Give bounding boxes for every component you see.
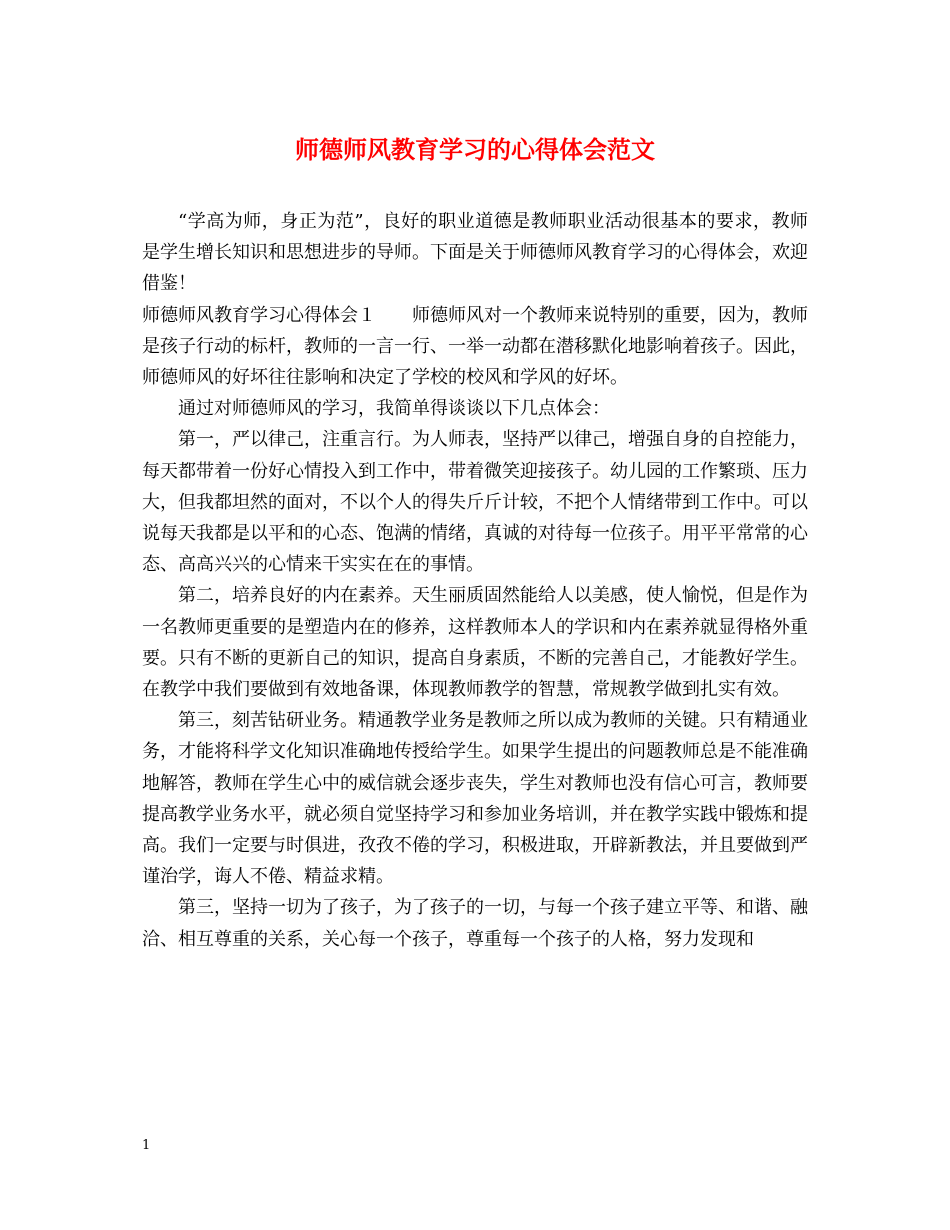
paragraph-point-4: 第三，坚持一切为了孩子，为了孩子的一切，与每一个孩子建立平等、和谐、融洽、相互尊重的关系，关心每一个孩子，尊重每一个孩子的人格，努力发现和	[142, 897, 808, 950]
paragraph-intro: “学高为师，身正为范”，良好的职业道德是教师职业活动很基本的要求，教师是学生增长知识和思想进步的导师。下面是关于师德师风教育学习的心得体会，欢迎借鉴！	[142, 211, 808, 295]
document-title: 师德师风教育学习的心得体会范文	[295, 135, 655, 164]
page-number: 1	[142, 1138, 151, 1153]
paragraph-point-2: 第二，培养良好的内在素养。天生丽质固然能给人以美感，使人愉悦，但是作为一名教师更重要的是塑造内在的修养，这样教师本人的学识和内在素养就显得格外重要。只有不断的更新自己的知识，提高自身素质，不断的完善自己，才能教好学生。在教学中我们要做到有效地备课，体现教师教学的智慧，常规教学做到扎实有效。	[142, 585, 808, 701]
document-body	[142, 206, 808, 955]
paragraph-heading-1: 师德师风教育学习心得体会１ 师德师风对一个教师来说特别的重要，因为，教师是孩子行动的标杆，教师的一言一行、一举一动都在潜移默化地影响着孩子。因此，师德师风的好坏往往影响和决定了学校的校风和学风的好坏。	[142, 304, 808, 389]
paragraph-point-1: 第一，严以律己，注重言行。为人师表，坚持严以律己，增强自身的自控能力，每天都带着一份好心情投入到工作中，带着微笑迎接孩子。幼儿园的工作繁琐、压力大，但我都坦然的面对，不以个人的得失斤斤计较，不把个人情绪带到工作中。可以说每天我都是以平和的心态、饱满的情绪，真诚的对待每一位孩子。用平平常常的心态、高高兴兴的心情来干实实在在的事情。	[142, 429, 808, 576]
paragraph-points-intro: 通过对师德师风的学习，我简单得谈谈以下几点体会：	[178, 398, 610, 420]
paragraph-point-3: 第三，刻苦钻研业务。精通教学业务是教师之所以成为教师的关键。只有精通业务，才能将科学文化知识准确地传授给学生。如果学生提出的问题教师总是不能准确地解答，教师在学生心中的威信就会逐步丧失，学生对教师也没有信心可言，教师要提高教学业务水平，就必须自觉坚持学习和参加业务培训，并在教学实践中锻炼和提高。我们一定要与时俱进，孜孜不倦的学习，积极进取，开辟新教法，并且要做到严谨治学，诲人不倦、精益求精。	[142, 710, 808, 888]
